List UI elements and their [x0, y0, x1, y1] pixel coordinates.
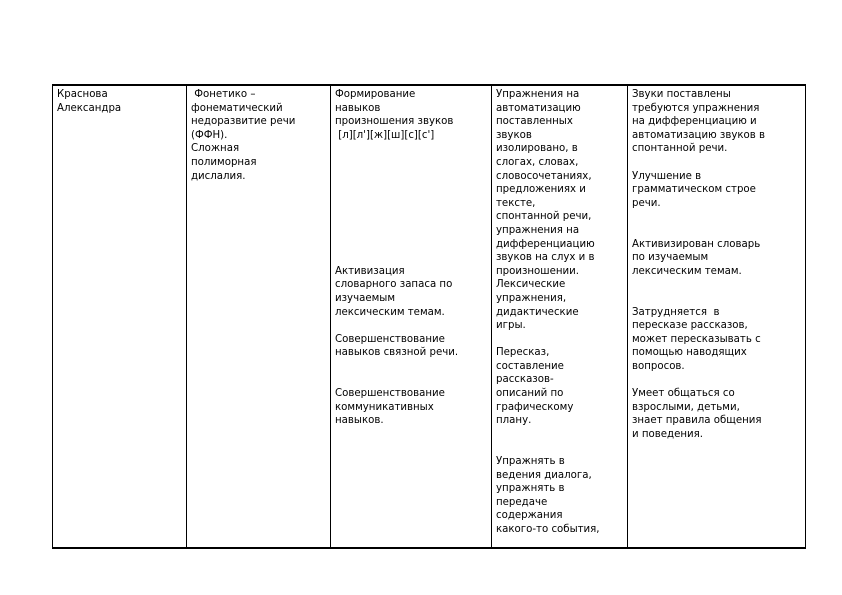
cell-goals: Формирование навыков произношения звуков [л][л'][ж][ш][с][с'] Активизация словарного запаса по изучаемым лексическим темам. Совершенствование навыков связной речи. Совершенствование коммуникативных навыков.	[331, 85, 492, 548]
table-row	[53, 85, 806, 548]
report-table	[52, 84, 806, 549]
cell-results: Звуки поставлены требуются упражнения на дифференциацию и автоматизацию звуков в спонтанной речи. Улучшение в грамматическом строе речи. Активизирован словарь по изучаемым лексическим темам. Затрудняется в пересказе рассказов, может пересказывать с помощью наводящих вопросов. Умеет общаться со взрослыми, детьми, знает правила общения и поведения.	[628, 85, 806, 548]
cell-child-name: Краснова Александра	[53, 85, 187, 548]
cell-work-content: Упражнения на автоматизацию поставленных звуков изолировано, в слогах, словах, словосочетаниях, предложениях и тексте, спонтанной речи, упражнения на дифференциацию звуков на слух и в произношении. Лексические упражнения, дидактические игры. Пересказ, составление рассказов- описаний по графическому плану. Упражнять в ведения диалога, упражнять в передаче содержания какого-то события,	[492, 85, 628, 548]
cell-diagnosis: Фонетико – фонематический недоразвитие речи (ФФН). Сложная полиморная дислалия.	[187, 85, 331, 548]
